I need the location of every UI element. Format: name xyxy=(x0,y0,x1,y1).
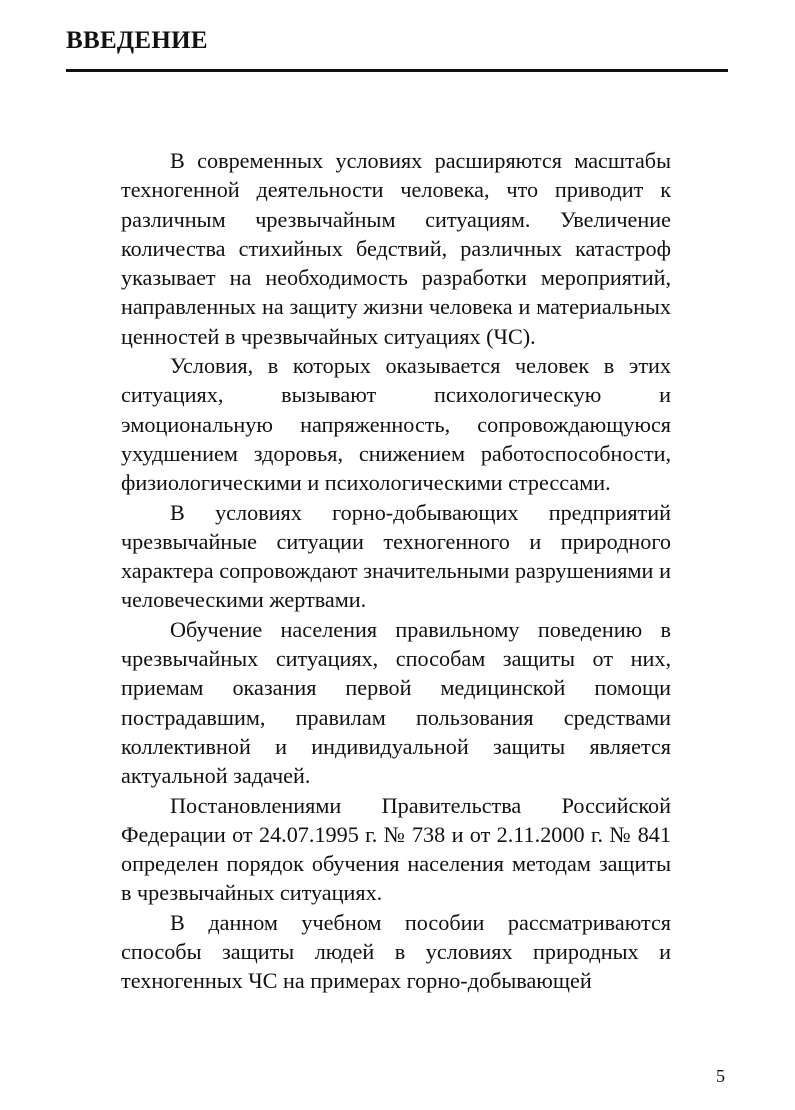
paragraph-3: В условиях горно-добывающих предприятий чрезвычайные ситуации техногенного и природного характера сопровождают значительными разрушениями и человеческими жертвами. xyxy=(121,499,671,613)
body-text xyxy=(121,146,671,996)
paragraph-2: Условия, в которых оказывается человек в этих ситуациях, вызывают психологическую и эмоциональную напряженность, сопровождающуюся ухудшением здоровья, снижением работоспособности, физиологическими и психологическими стрессами. xyxy=(121,353,671,496)
paragraph-6: В данном учебном пособии рассматриваются способы защиты людей в условиях природных и техногенных ЧС на примерах горно-добывающей xyxy=(121,909,671,994)
section-title: ВВЕДЕНИЕ xyxy=(66,27,208,54)
paragraph-1: В современных условиях расширяются масштабы техногенной деятельности человека, что приводит к различным чрезвычайным ситуациям. Увеличение количества стихийных бедствий, различных катастроф указывает на необходимость разработки мероприятий, направленных на защиту жизни человека и материальных ценностей в чрезвычайных ситуациях (ЧС). xyxy=(121,148,671,349)
header-rule xyxy=(66,69,728,72)
paragraph-5: Постановлениями Правительства Российской Федерации от 24.07.1995 г. № 738 и от 2.11.2000 г. № 841 определен порядок обучения населения методам защиты в чрезвычайных ситуациях. xyxy=(121,792,671,906)
page-number: 5 xyxy=(716,1066,725,1086)
paragraph-4: Обучение населения правильному поведению в чрезвычайных ситуациях, способам защиты от них, приемам оказания первой медицинской помощи пострадавшим, правилам пользования средствами коллективной и индивидуальной защиты является актуальной задачей. xyxy=(121,616,671,789)
section-header xyxy=(66,24,728,72)
